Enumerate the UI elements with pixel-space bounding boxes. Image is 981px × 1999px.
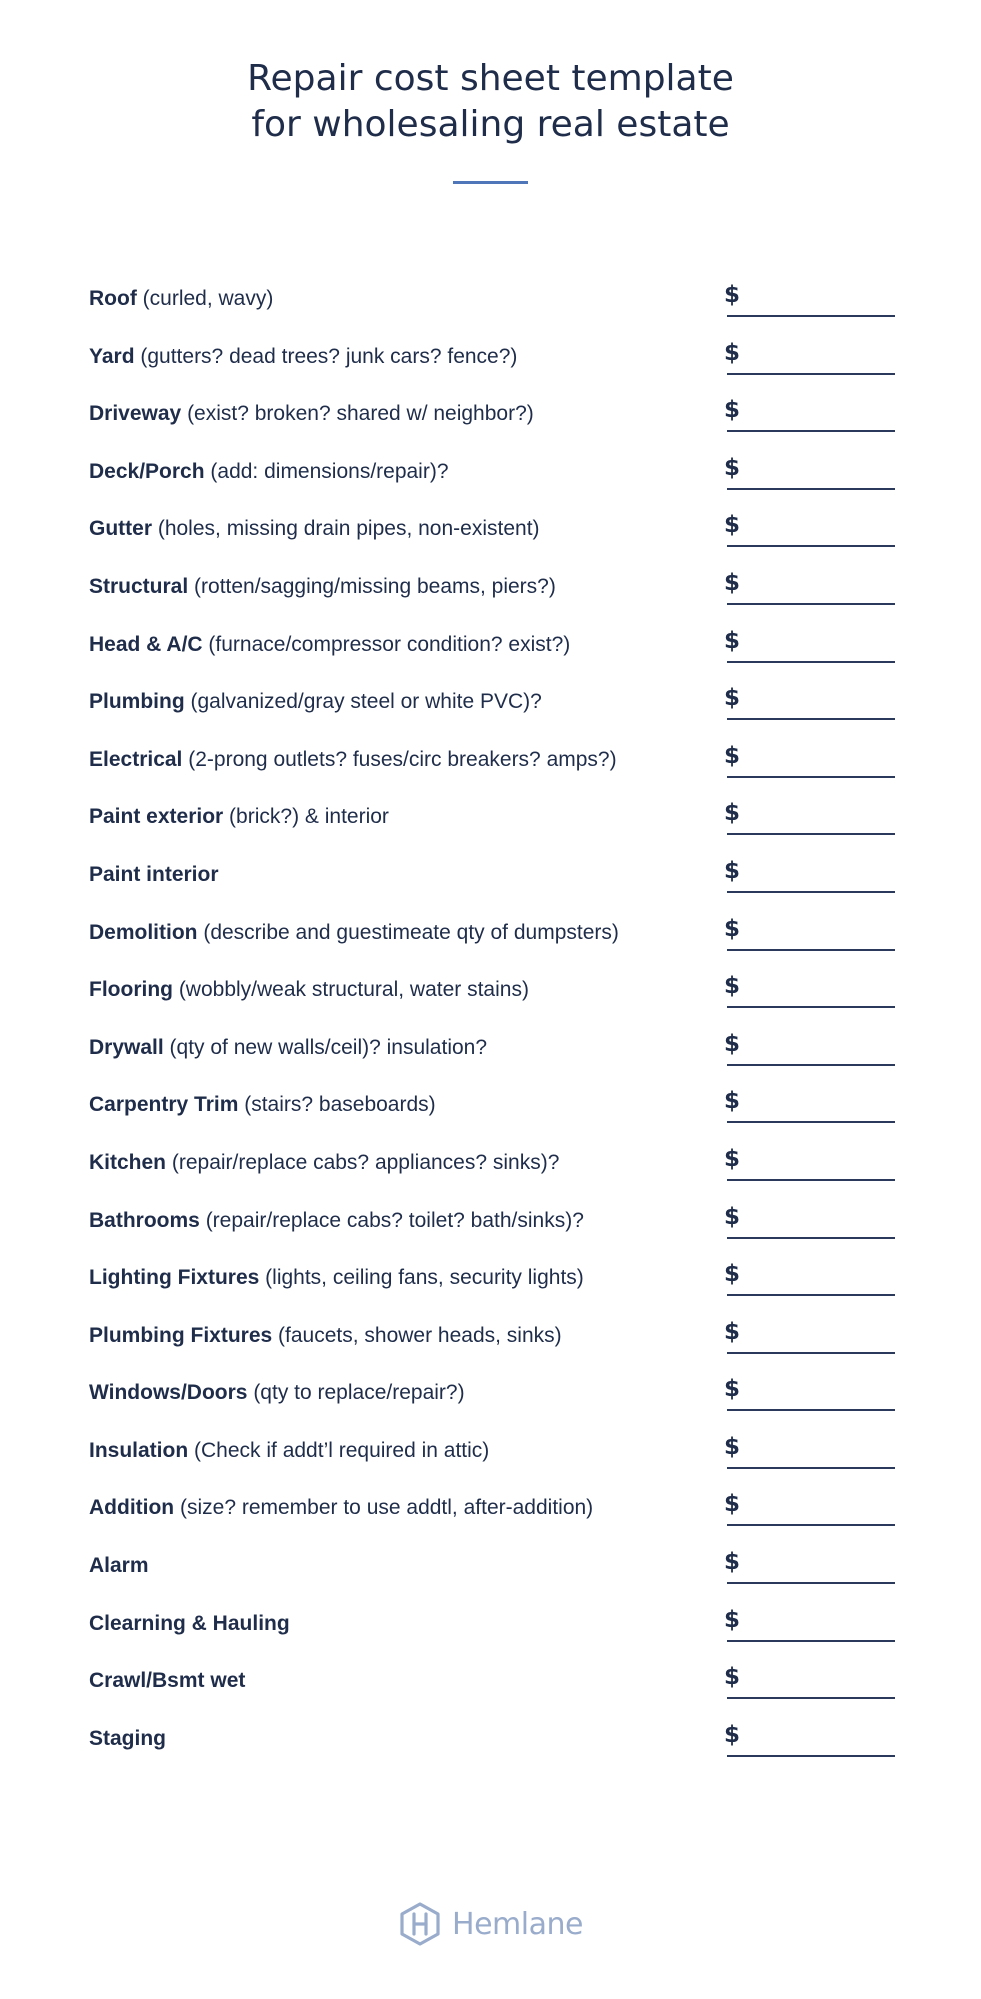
repair-item-row (89, 558, 895, 616)
repair-item-name: Driveway (89, 402, 182, 426)
repair-item-row (89, 846, 895, 904)
dollar-sign: $ (724, 1145, 741, 1172)
repair-item-description: (wobbly/weak structural, water stains) (172, 978, 529, 1002)
repair-item-name: Paint exterior (89, 805, 224, 829)
cost-input-field[interactable] (724, 1202, 895, 1239)
repair-item-row (89, 385, 895, 443)
dollar-sign: $ (724, 339, 741, 366)
repair-item-label (89, 1726, 166, 1752)
repair-item-description: (size? remember to use addtl, after-addition) (174, 1496, 594, 1520)
repair-item-label (89, 862, 219, 888)
repair-item-row (89, 673, 895, 731)
repair-item-description: (brick?) & interior (223, 805, 389, 829)
repair-item-name: Electrical (89, 747, 183, 771)
dollar-sign: $ (724, 454, 741, 481)
dollar-sign: $ (724, 1491, 741, 1518)
dollar-sign: $ (724, 1549, 741, 1576)
repair-item-name: Addition (89, 1496, 175, 1520)
repair-item-description: (repair/replace cabs? toilet? bath/sinks)? (199, 1208, 584, 1232)
cost-input-field[interactable] (724, 1662, 895, 1699)
repair-item-label (89, 401, 534, 427)
repair-item-label (89, 1092, 436, 1118)
cost-input-field[interactable] (724, 741, 895, 778)
dollar-sign: $ (724, 685, 741, 712)
cost-input-field[interactable] (724, 453, 895, 490)
repair-item-description: (2-prong outlets? fuses/circ breakers? amps?) (182, 747, 617, 771)
repair-item-row (89, 1595, 895, 1653)
cost-input-field[interactable] (724, 510, 895, 547)
repair-item-row (89, 1364, 895, 1422)
brand-name: Hemlane (452, 1906, 583, 1942)
repair-item-row (89, 788, 895, 846)
repair-item-label (89, 632, 570, 658)
repair-item-label (89, 344, 517, 370)
repair-item-row (89, 270, 895, 328)
repair-item-name: Crawl/Bsmt wet (89, 1669, 246, 1693)
dollar-sign: $ (724, 742, 741, 769)
dollar-sign: $ (724, 569, 741, 596)
repair-item-row (89, 1192, 895, 1250)
repair-item-description: (add: dimensions/repair)? (204, 459, 449, 483)
cost-input-field[interactable] (724, 568, 895, 605)
repair-item-label (89, 1438, 489, 1464)
repair-item-label (89, 574, 556, 600)
repair-item-name: Structural (89, 574, 189, 598)
cost-input-field[interactable] (724, 798, 895, 835)
cost-input-field[interactable] (724, 856, 895, 893)
cost-input-field[interactable] (724, 395, 895, 432)
cost-input-field[interactable] (724, 626, 895, 663)
repair-item-label (89, 1495, 593, 1521)
repair-item-description: (rotten/sagging/missing beams, piers?) (188, 574, 556, 598)
title-line-1: Repair cost sheet template (247, 58, 734, 99)
repair-item-row (89, 328, 895, 386)
repair-item-name: Kitchen (89, 1150, 167, 1174)
cost-input-field[interactable] (724, 1144, 895, 1181)
repair-item-label (89, 459, 449, 485)
repair-item-name: Carpentry Trim (89, 1093, 239, 1117)
repair-item-row (89, 1479, 895, 1537)
repair-item-description: (curled, wavy) (136, 287, 274, 310)
brand-logo (0, 1901, 981, 1947)
dollar-sign: $ (724, 1203, 741, 1230)
repair-item-row (89, 1537, 895, 1595)
page-title (0, 56, 981, 148)
repair-item-row (89, 731, 895, 789)
dollar-sign: $ (724, 915, 741, 942)
dollar-sign: $ (724, 1088, 741, 1115)
repair-item-description: (exist? broken? shared w/ neighbor?) (181, 402, 534, 426)
cost-input-field[interactable] (724, 1374, 895, 1411)
cost-input-field[interactable] (724, 683, 895, 720)
repair-item-name: Gutter (89, 517, 152, 541)
repair-item-name: Roof (89, 287, 137, 310)
repair-item-label (89, 516, 540, 542)
cost-input-field[interactable] (724, 1317, 895, 1354)
repair-item-description: (furnace/compressor condition? exist?) (202, 632, 571, 656)
repair-item-description: (faucets, shower heads, sinks) (272, 1323, 562, 1347)
repair-item-label (89, 747, 617, 773)
repair-item-name: Head & A/C (89, 632, 203, 656)
repair-item-name: Flooring (89, 978, 173, 1002)
repair-item-name: Windows/Doors (89, 1381, 248, 1405)
repair-item-description: (repair/replace cabs? appliances? sinks)? (166, 1150, 560, 1174)
dollar-sign: $ (724, 1433, 741, 1460)
repair-item-label (89, 1668, 245, 1694)
repair-item-description: (qty of new walls/ceil)? insulation? (163, 1035, 488, 1059)
repair-item-name: Drywall (89, 1035, 164, 1059)
repair-item-row (89, 1134, 895, 1192)
dollar-sign: $ (724, 627, 741, 654)
dollar-sign: $ (724, 1721, 741, 1748)
dollar-sign: $ (724, 282, 741, 308)
dollar-sign: $ (724, 800, 741, 827)
repair-item-label (89, 689, 542, 715)
cost-input-field[interactable] (724, 1720, 895, 1757)
cost-input-field[interactable] (724, 1605, 895, 1642)
repair-item-name: Deck/Porch (89, 459, 205, 483)
repair-item-label (89, 977, 529, 1003)
repair-item-label (89, 1035, 487, 1061)
cost-input-field[interactable] (724, 1432, 895, 1469)
repair-item-name: Clearning & Hauling (89, 1611, 290, 1635)
repair-item-row (89, 1307, 895, 1365)
repair-item-label (89, 1265, 584, 1291)
repair-item-description: (qty to replace/repair?) (247, 1381, 465, 1405)
cost-input-field[interactable] (724, 1029, 895, 1066)
dollar-sign: $ (724, 1606, 741, 1633)
title-divider (453, 181, 528, 184)
cost-input-field[interactable] (724, 914, 895, 951)
cost-input-field[interactable] (724, 1489, 895, 1526)
dollar-sign: $ (724, 512, 741, 539)
repair-item-name: Yard (89, 344, 135, 368)
cost-input-field[interactable] (724, 1086, 895, 1123)
repair-item-label (89, 1553, 149, 1579)
repair-item-row (89, 616, 895, 674)
repair-item-name: Staging (89, 1726, 166, 1750)
repair-item-row (89, 1019, 895, 1077)
cost-input-field[interactable] (724, 280, 895, 317)
repair-item-label (89, 1323, 562, 1349)
dollar-sign: $ (724, 1030, 741, 1057)
dollar-sign: $ (724, 1261, 741, 1288)
repair-item-description: (Check if addt’l required in attic) (188, 1438, 490, 1462)
repair-items-list (89, 270, 895, 1767)
repair-item-label (89, 1380, 465, 1406)
cost-input-field[interactable] (724, 338, 895, 375)
dollar-sign: $ (724, 1318, 741, 1345)
dollar-sign: $ (724, 1376, 741, 1403)
hexagon-h-icon (398, 1901, 442, 1947)
repair-item-row (89, 500, 895, 558)
repair-item-row (89, 1652, 895, 1710)
dollar-sign: $ (724, 397, 741, 424)
repair-item-label (89, 804, 389, 830)
cost-input-field[interactable] (724, 1259, 895, 1296)
repair-item-row (89, 443, 895, 501)
repair-item-name: Lighting Fixtures (89, 1266, 260, 1290)
repair-item-row (89, 1422, 895, 1480)
repair-item-label (89, 286, 273, 312)
repair-item-description: (describe and guestimeate qty of dumpsters) (197, 920, 619, 944)
repair-item-description: (gutters? dead trees? junk cars? fence?) (134, 344, 518, 368)
repair-item-name: Insulation (89, 1438, 189, 1462)
repair-item-description: (holes, missing drain pipes, non-existent) (152, 517, 540, 541)
repair-item-row (89, 1710, 895, 1768)
repair-item-name: Bathrooms (89, 1208, 200, 1232)
dollar-sign: $ (724, 857, 741, 884)
repair-item-description: (lights, ceiling fans, security lights) (259, 1266, 584, 1290)
repair-item-row (89, 904, 895, 962)
repair-item-label (89, 920, 619, 946)
repair-item-name: Demolition (89, 920, 198, 944)
dollar-sign: $ (724, 1664, 741, 1691)
title-line-2: for wholesaling real estate (251, 104, 730, 145)
repair-item-row (89, 1076, 895, 1134)
dollar-sign: $ (724, 973, 741, 1000)
repair-item-label (89, 1208, 584, 1234)
repair-item-row (89, 1249, 895, 1307)
cost-input-field[interactable] (724, 1547, 895, 1584)
repair-item-name: Plumbing (89, 690, 185, 714)
repair-item-row (89, 961, 895, 1019)
cost-input-field[interactable] (724, 971, 895, 1008)
repair-item-label (89, 1150, 559, 1176)
repair-item-description: (galvanized/gray steel or white PVC)? (184, 690, 542, 714)
repair-item-name: Paint interior (89, 862, 219, 886)
repair-item-label (89, 1611, 290, 1637)
repair-item-name: Plumbing Fixtures (89, 1323, 273, 1347)
repair-item-description: (stairs? baseboards) (238, 1093, 436, 1117)
repair-item-name: Alarm (89, 1554, 149, 1578)
